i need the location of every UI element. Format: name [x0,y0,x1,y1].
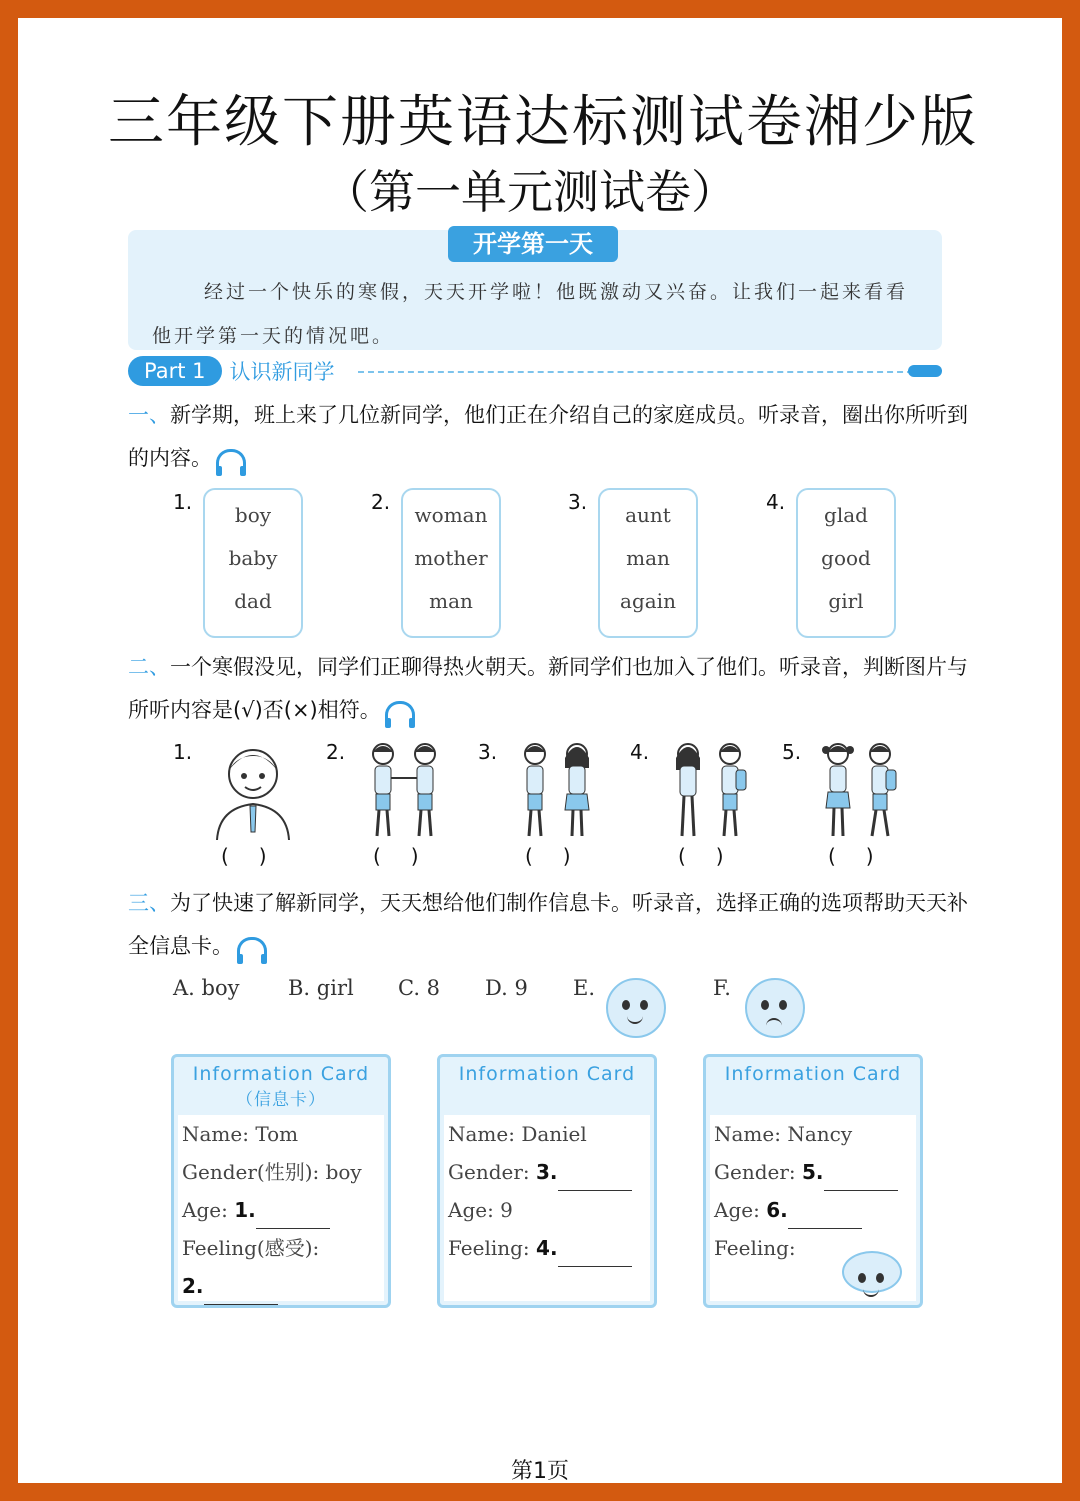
section-1-text: 新学期，班上来了几位新同学，他们正在介绍自己的家庭成员。听录音，圈出你所听到的内容。 [128,403,968,470]
word-choice[interactable]: glad [824,503,868,527]
section-2-text: 一个寒假没见，同学们正聊得热火朝天。新同学们也加入了他们。听录音，判断图片与所听内容是(√)否(×)相符。 [128,655,968,722]
item-index: 2. [371,490,391,514]
answer-parentheses[interactable]: () [373,844,449,868]
word-choice[interactable]: boy [234,503,272,527]
card-title: Information Card [192,1063,370,1085]
card-field-label: Name: Nancy [714,1122,853,1146]
card-line-age [182,1191,384,1229]
option-b: B. girl [288,976,354,1000]
item-index: 3. [478,740,498,764]
card-subtitle: （信息卡） [236,1090,326,1110]
item-index: 1. [173,740,193,764]
word-choice[interactable]: man [626,546,670,570]
section-2-instruction [128,646,968,732]
card-line-age [448,1191,650,1229]
card-body [444,1115,650,1301]
children-illustration [668,740,752,842]
card-header [440,1057,654,1115]
card-line-age [714,1191,916,1229]
word-choice[interactable]: girl [828,589,864,613]
item-index: 2. [326,740,346,764]
card-header [174,1057,388,1115]
worried-face-icon [745,978,805,1038]
card-field-label: Age: 9 [448,1198,513,1222]
part-label: Part 1 [128,356,222,386]
boy-portrait-illustration [211,740,295,842]
information-card-nancy [703,1054,923,1308]
card-field-label: Feeling(感受): [182,1236,320,1260]
word-choice[interactable]: man [429,589,473,613]
card-line-gender [448,1153,650,1191]
card-field-label: Name: Daniel [448,1122,587,1146]
card-field-label: Age: [182,1198,235,1222]
card-header [706,1057,920,1115]
part-divider [358,371,933,373]
blank-number: 1. [234,1198,256,1222]
headphones-icon [385,701,415,722]
section-2-number: 二、 [128,655,170,679]
card-field-label: Gender: [448,1160,536,1184]
children-illustration [363,740,447,842]
card-body [178,1115,384,1301]
card-line-gender [182,1153,384,1191]
thumbs-up-face-icon [842,1251,902,1293]
word-choice[interactable]: good [821,546,871,570]
word-choice[interactable]: woman [414,503,488,527]
word-choice[interactable]: baby [228,546,278,570]
blank-number: 4. [536,1236,558,1260]
intro-banner [128,230,942,350]
blank-number: 2. [182,1274,204,1298]
pencil-icon [908,365,942,377]
option-a: A. boy [173,976,240,1000]
section-1-instruction [128,394,968,480]
section-3-instruction [128,882,968,968]
page-subtitle: （第一单元测试卷） [323,165,737,219]
answer-parentheses[interactable]: () [678,844,754,868]
card-line-feeling [182,1229,384,1267]
word-choice-box [598,488,698,638]
card-field-label: Name: Tom [182,1122,299,1146]
word-choice[interactable]: mother [414,546,488,570]
answer-blank[interactable] [204,1282,278,1305]
option-c: C. 8 [398,976,441,1000]
card-field-label: Feeling: [714,1236,796,1260]
worksheet-page [18,18,1062,1483]
item-index: 5. [782,740,802,764]
banner-text: 经过一个快乐的寒假，天天开学啦！他既激动又兴奋。让我们一起来看看他开学第一天的情况吧。 [152,281,909,347]
answer-parentheses[interactable]: () [525,844,601,868]
answer-blank[interactable] [558,1244,632,1267]
answer-parentheses[interactable]: () [221,844,297,868]
page-number: 第1页 [511,1459,569,1483]
answer-blank[interactable] [256,1206,330,1229]
item-index: 1. [173,490,193,514]
part-title: 认识新同学 [229,360,335,384]
part-header [128,356,335,386]
children-illustration [515,740,599,842]
word-choice-box [203,488,303,638]
card-line-name [182,1115,384,1153]
word-choice-box [401,488,501,638]
card-line-name [714,1115,916,1153]
answer-blank[interactable] [558,1168,632,1191]
item-index: 4. [766,490,786,514]
headphones-icon [237,937,267,958]
answer-parentheses[interactable]: () [828,844,904,868]
answer-blank[interactable] [788,1206,862,1229]
happy-face-icon [606,978,666,1038]
word-choice[interactable]: aunt [625,503,671,527]
option-d: D. 9 [485,976,528,1000]
blank-number: 5. [802,1160,824,1184]
card-title: Information Card [458,1063,636,1085]
option-f: F. [713,976,731,1000]
blank-number: 6. [766,1198,788,1222]
information-card-tom [171,1054,391,1308]
blank-number: 3. [536,1160,558,1184]
section-1-number: 一、 [128,403,170,427]
card-field-label: Gender: [714,1160,802,1184]
card-title: Information Card [724,1063,902,1085]
word-choice[interactable]: again [620,589,676,613]
answer-blank[interactable] [824,1168,898,1191]
banner-tab: 开学第一天 [448,226,618,262]
card-field-label: Gender(性别): boy [182,1160,362,1184]
card-line-name [448,1115,650,1153]
headphones-icon [216,449,246,470]
information-card-daniel [437,1054,657,1308]
option-e: E. [573,976,596,1000]
card-field-label: Feeling: [448,1236,537,1260]
card-line-feeling [448,1229,650,1267]
section-3-number: 三、 [128,891,170,915]
card-line-gender [714,1153,916,1191]
word-choice-box [796,488,896,638]
word-choice[interactable]: dad [234,589,272,613]
card-line-feeling-answer [182,1267,384,1305]
item-index: 4. [630,740,650,764]
card-body [710,1115,916,1301]
card-field-label: Age: [714,1198,767,1222]
children-illustration [818,740,902,842]
item-index: 3. [568,490,588,514]
section-3-text: 为了快速了解新同学，天天想给他们制作信息卡。听录音，选择正确的选项帮助天天补全信息卡。 [128,891,968,958]
page-title: 三年级下册英语达标测试卷湘少版 [108,90,978,155]
